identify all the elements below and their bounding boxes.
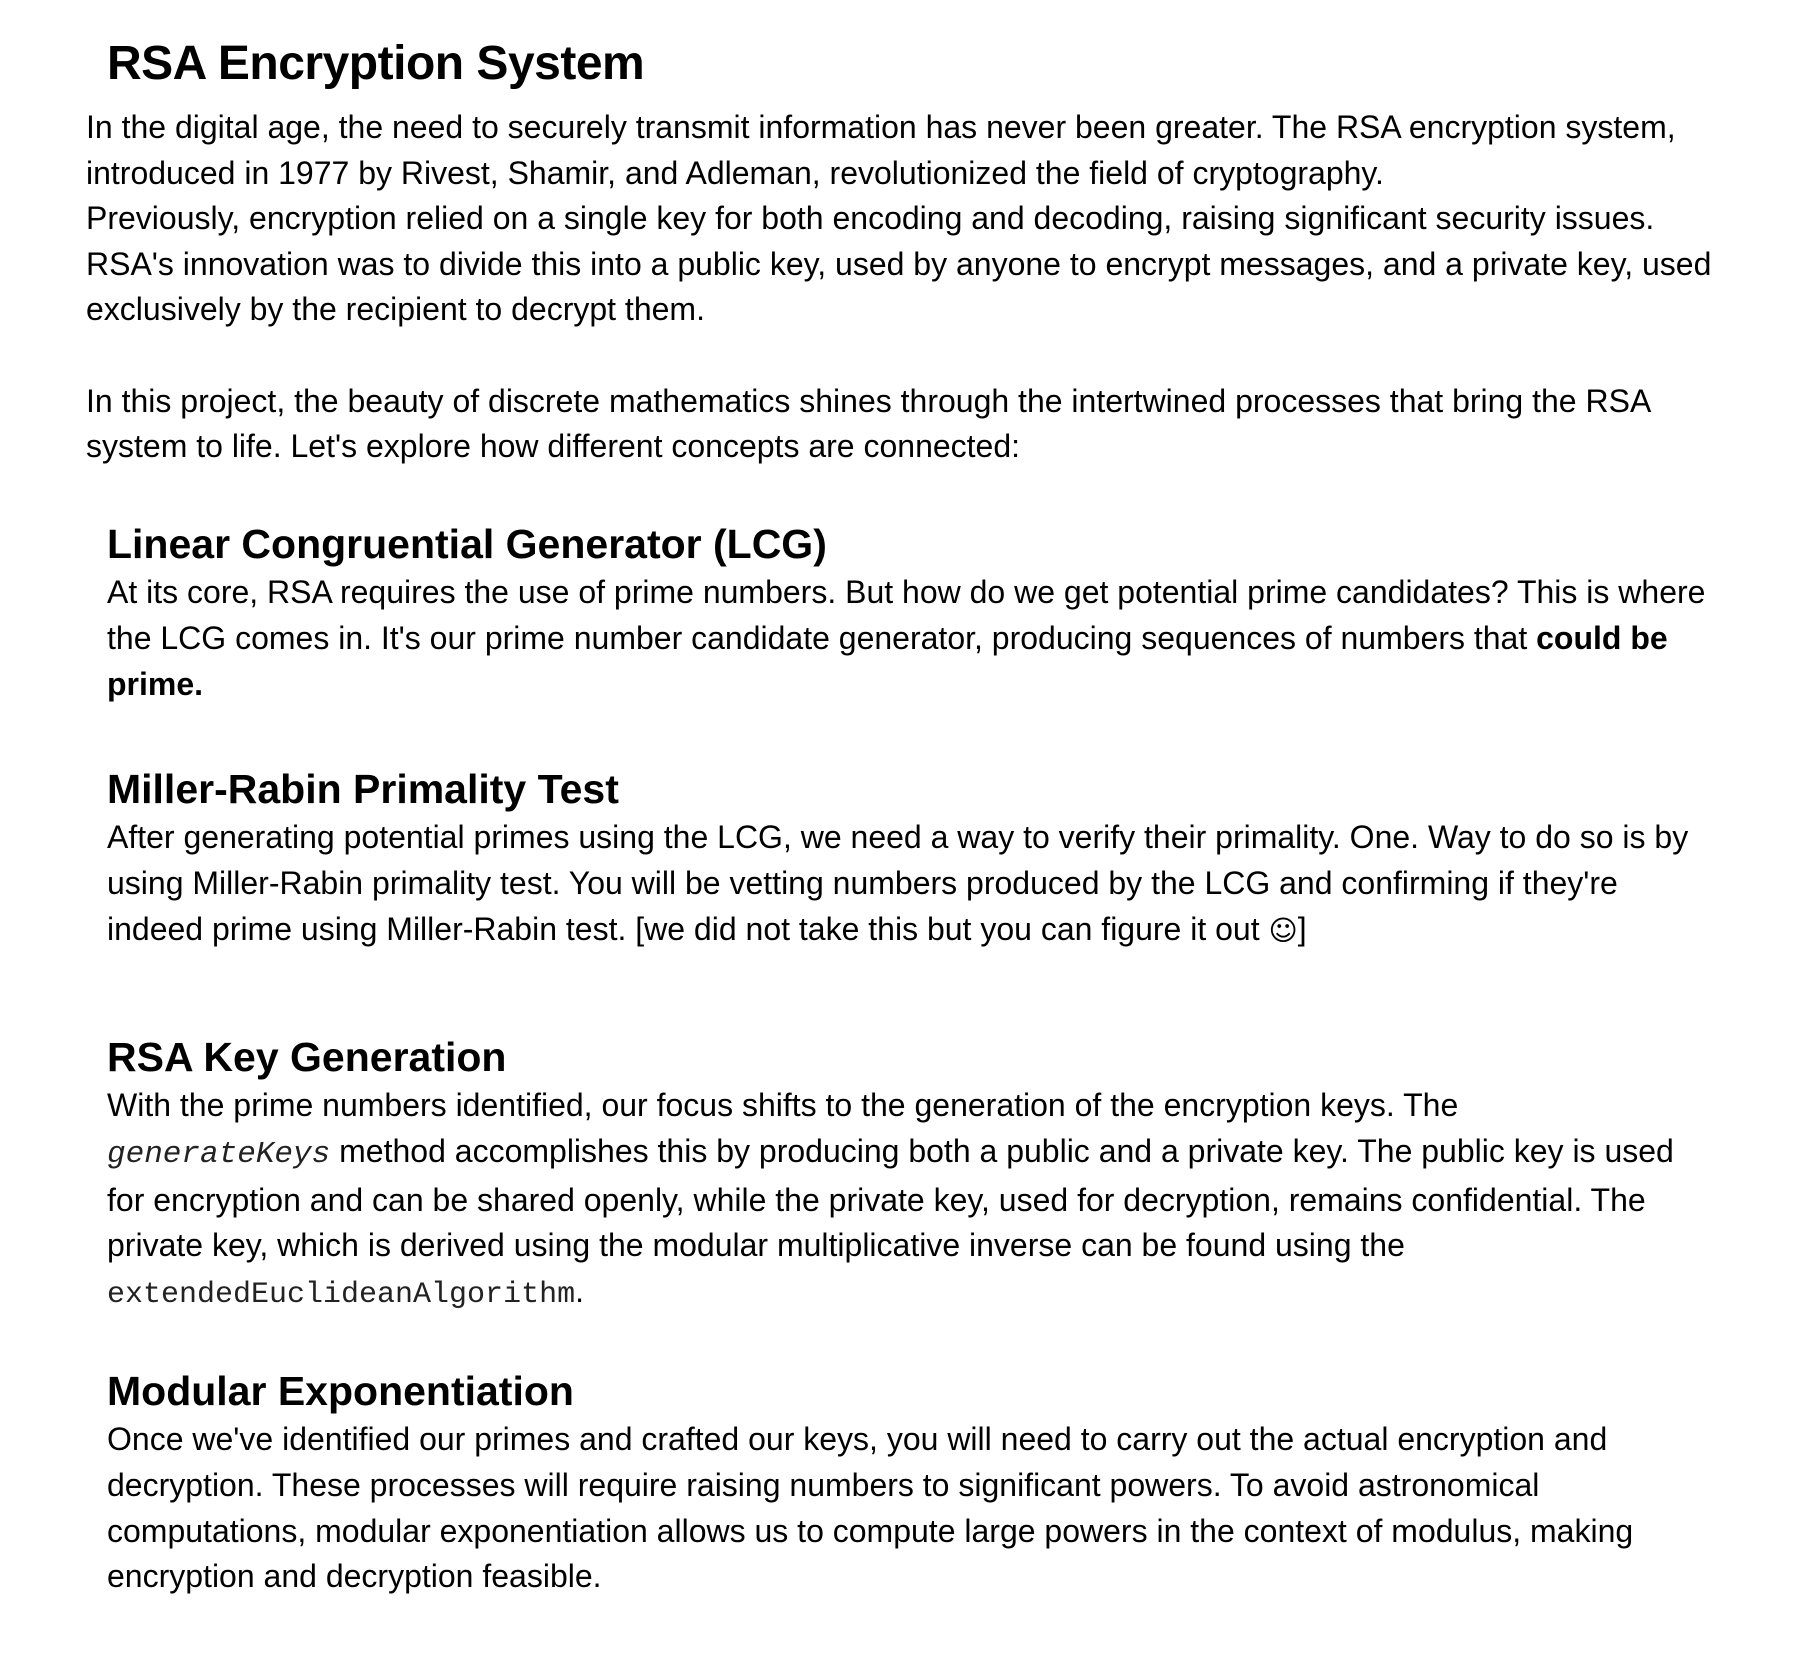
key-generation-heading: RSA Key Generation bbox=[107, 1034, 507, 1080]
lcg-line bbox=[107, 616, 1820, 662]
miller-rabin-line: After generating potential primes using the LCG, we need a way to verify their primality. One. Way to do so is by bbox=[107, 819, 1689, 855]
generate-keys-code: generateKeys bbox=[107, 1136, 331, 1172]
lcg-text: the LCG comes in. It's our prime number candidate generator, producing sequences of numbers that bbox=[107, 619, 1537, 656]
modular-exponentiation-body bbox=[107, 1417, 1820, 1600]
modular-exponentiation-line: Once we've identified our primes and crafted our keys, you will need to carry out the actual encryption and bbox=[107, 1421, 1608, 1457]
modular-exponentiation-line: computations, modular exponentiation allows us to compute large powers in the context of modulus, making bbox=[107, 1512, 1634, 1549]
key-generation-text: method accomplishes this by producing both a public and a private key. The public key is used bbox=[330, 1132, 1674, 1169]
key-generation-text: . bbox=[575, 1273, 584, 1310]
miller-rabin-body bbox=[107, 815, 1820, 953]
key-generation-line: private key, which is derived using the modular multiplicative inverse can be found using the bbox=[107, 1227, 1405, 1264]
key-generation-body bbox=[107, 1083, 1820, 1319]
intro-line: In the digital age, the need to securely transmit information has never been greater. The RSA encryption system, bbox=[86, 109, 1676, 145]
page-title: RSA Encryption System bbox=[107, 37, 645, 90]
modular-exponentiation-section bbox=[107, 1365, 1820, 1600]
lcg-emphasis: could be bbox=[1536, 619, 1668, 656]
intro-line: In this project, the beauty of discrete mathematics shines through the intertwined processes that bring the RSA bbox=[86, 382, 1652, 419]
lcg-emphasis: prime. bbox=[107, 665, 204, 702]
modular-exponentiation-heading: Modular Exponentiation bbox=[107, 1368, 574, 1414]
key-generation-line: With the prime numbers identified, our focus shifts to the generation of the encryption keys. The bbox=[107, 1087, 1459, 1123]
lcg-line bbox=[107, 662, 1820, 708]
miller-rabin-line bbox=[107, 907, 1820, 954]
key-generation-line bbox=[107, 1269, 1820, 1319]
lcg-line: At its core, RSA requires the use of prime numbers. But how do we get potential prime candidates? This is where bbox=[107, 574, 1706, 610]
lcg-section bbox=[107, 518, 1820, 707]
miller-rabin-text: ] bbox=[1297, 910, 1307, 947]
intro-section bbox=[86, 105, 1820, 470]
extended-euclidean-code: extendedEuclideanAlgorithm bbox=[107, 1278, 576, 1313]
lcg-body bbox=[107, 570, 1820, 707]
miller-rabin-heading: Miller-Rabin Primality Test bbox=[107, 766, 619, 812]
modular-exponentiation-line: encryption and decryption feasible. bbox=[107, 1558, 602, 1595]
miller-rabin-text: indeed prime using Miller-Rabin test. [we did not take this but you can figure it out bbox=[107, 910, 1269, 947]
key-generation-line: for encryption and can be shared openly, while the private key, used for decryption, remains confidential. The bbox=[107, 1181, 1646, 1218]
intro-line: system to life. Let's explore how different concepts are connected: bbox=[86, 428, 1021, 464]
intro-line: Previously, encryption relied on a single key for both encoding and decoding, raising significant security issues. bbox=[86, 200, 1655, 236]
miller-rabin-section bbox=[107, 763, 1820, 953]
key-generation-line bbox=[107, 1129, 1820, 1178]
smiley-icon: ☺ bbox=[1268, 913, 1298, 947]
key-generation-section bbox=[107, 1031, 1820, 1319]
miller-rabin-line: using Miller-Rabin primality test. You will be vetting numbers produced by the LCG and confirming if they're bbox=[107, 864, 1618, 901]
intro-line: RSA's innovation was to divide this into a public key, used by anyone to encrypt messages, and a private key, used bbox=[86, 245, 1712, 282]
lcg-heading: Linear Congruential Generator (LCG) bbox=[107, 521, 827, 567]
intro-line: exclusively by the recipient to decrypt them. bbox=[86, 291, 705, 327]
modular-exponentiation-line: decryption. These processes will require raising numbers to significant powers. To avoid astronomical bbox=[107, 1466, 1540, 1503]
intro-line: introduced in 1977 by Rivest, Shamir, and Adleman, revolutionized the field of cryptography. bbox=[86, 154, 1384, 191]
